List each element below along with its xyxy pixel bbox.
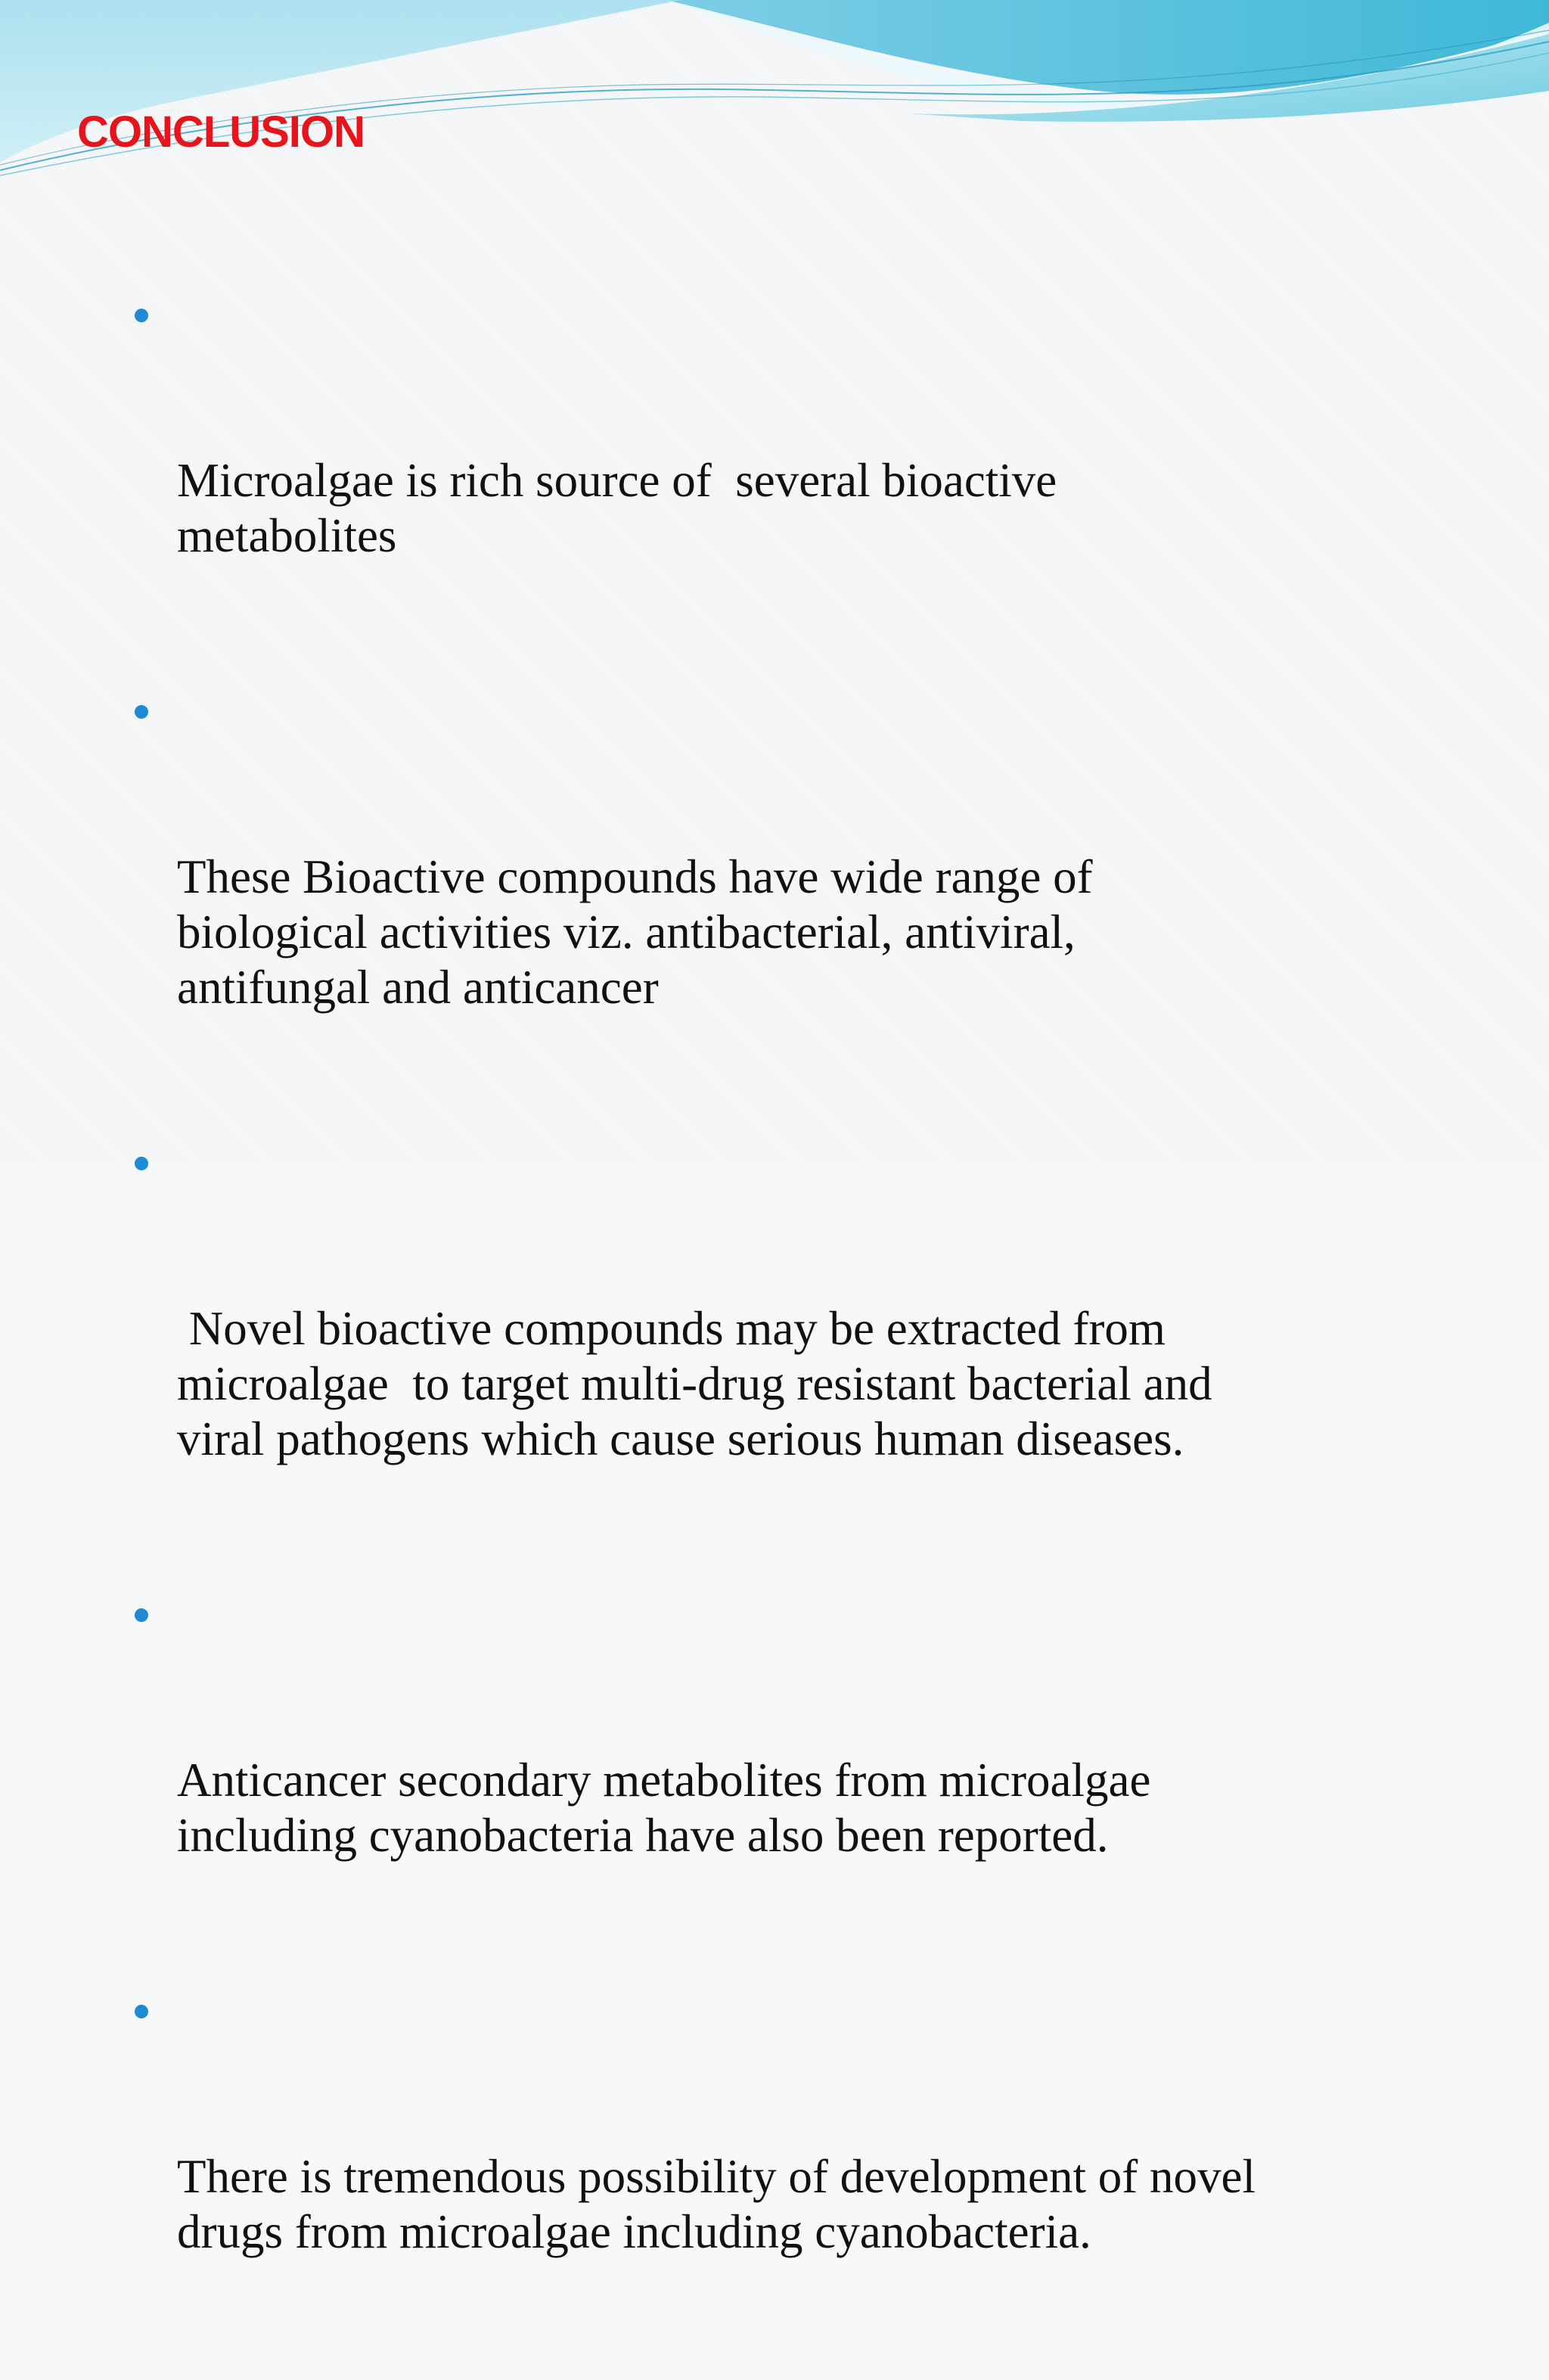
bullet-item [133,287,1479,674]
bullet-item [133,1587,1479,1974]
bullet-text: Microalgae is rich source of several bioactive metabolites [177,454,1057,562]
bullet-text: There is tremendous possibility of development of novel drugs from microalgae including cyanobacteria. [177,2150,1256,2258]
bullet-text: Novel bioactive compounds may be extracted from microalgae to target multi-drug resistant bacterial and viral pathogens which cause serious human diseases. [177,1302,1212,1465]
bullet-marker-icon [135,705,148,719]
bullet-marker-icon [135,2005,148,2018]
bullet-text: Anticancer secondary metabolites from microalgae including cyanobacteria have also been reported. [177,1754,1151,1862]
bullet-marker-icon [135,309,148,322]
slide-title: CONCLUSION [77,107,365,157]
bullet-text: These Bioactive compounds have wide range of biological activities viz. antibacterial, antiviral, antifungal and anticancer [177,850,1093,1014]
bullet-marker-icon [135,1157,148,1170]
bullet-item [133,1136,1479,1577]
bullet-list [133,287,1479,2380]
bullet-item [133,1984,1479,2370]
bullet-item [133,684,1479,1126]
bullet-marker-icon [135,1608,148,1622]
